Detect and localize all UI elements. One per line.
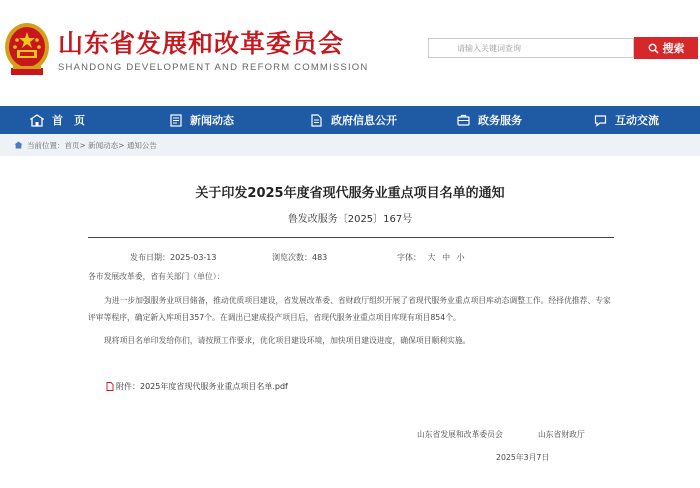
document-number: 鲁发改服务〔2025〕167号	[287, 214, 413, 225]
pdf-file-icon	[106, 382, 114, 391]
nav-item-service[interactable]	[457, 106, 522, 134]
search-icon	[648, 43, 659, 54]
chat-icon	[594, 114, 607, 127]
nav-item-label: 新闻动态	[190, 114, 234, 127]
national-emblem-icon[interactable]	[3, 20, 51, 78]
search-button-label: 搜索	[662, 42, 685, 55]
font-size-label: 字体：	[397, 253, 421, 262]
breadcrumb-text[interactable]: 当前位置：首页> 新闻动态> 通知公告	[27, 140, 157, 150]
nav-item-label: 政务服务	[478, 114, 522, 127]
view-count: 浏览次数：483	[272, 253, 328, 262]
home-icon	[30, 114, 44, 127]
signatory-finance: 山东省财政厅	[538, 430, 585, 439]
body-paragraph: 现将项目名单印发给你们，请按照工作要求，优化项目建设环境，加快项目建设进度，确保项目顺利实施。	[104, 336, 471, 345]
nav-item-label: 互动交流	[615, 114, 659, 127]
body-paragraph: 为进一步加强服务业项目储备，推动优质项目建设，省发展改革委、省财政厅组织开展了省现代服务业重点项目库动态调整工作。经择优推荐、专家评审等程序，确定新入库项目357个。在调出已建成投产项目后，省现代服务业重点项目库现有项目854个。	[88, 296, 611, 322]
publish-date: 发布日期：2025-03-13	[130, 253, 217, 262]
signature-date: 2025年3月7日	[496, 453, 550, 462]
nav-item-interaction[interactable]	[594, 106, 659, 134]
document-icon	[310, 114, 323, 127]
attachment-link[interactable]	[106, 381, 288, 392]
main-nav	[0, 106, 700, 134]
font-size-selector	[397, 252, 465, 263]
nav-item-info-disclosure[interactable]	[310, 106, 397, 134]
service-icon	[457, 114, 470, 127]
search-button[interactable]	[634, 37, 698, 59]
site-title[interactable]: 山东省发展和改革委员会	[58, 29, 345, 58]
addressee: 各市发展改革委，省有关部门（单位）：	[88, 272, 225, 281]
breadcrumb	[0, 134, 700, 156]
article-title: 关于印发2025年度省现代服务业重点项目名单的通知	[195, 186, 505, 201]
nav-item-home[interactable]	[30, 106, 85, 134]
nav-item-label: 首 页	[52, 114, 85, 127]
search-input[interactable]	[428, 38, 634, 58]
font-size-large[interactable]: 大	[427, 253, 436, 262]
nav-item-news[interactable]	[170, 106, 234, 134]
attachment-label: 附件：2025年度省现代服务业重点项目名单.pdf	[116, 382, 288, 391]
title-divider	[88, 237, 614, 238]
news-icon	[170, 114, 182, 127]
nav-item-label: 政府信息公开	[331, 114, 397, 127]
home-icon	[14, 141, 23, 149]
site-subtitle: SHANDONG DEVELOPMENT AND REFORM COMMISSION	[58, 62, 369, 73]
signatory-ndrc: 山东省发展和改革委员会	[417, 430, 503, 439]
font-size-medium[interactable]: 中	[442, 253, 451, 262]
font-size-small[interactable]: 小	[456, 253, 465, 262]
site-header	[0, 0, 700, 100]
